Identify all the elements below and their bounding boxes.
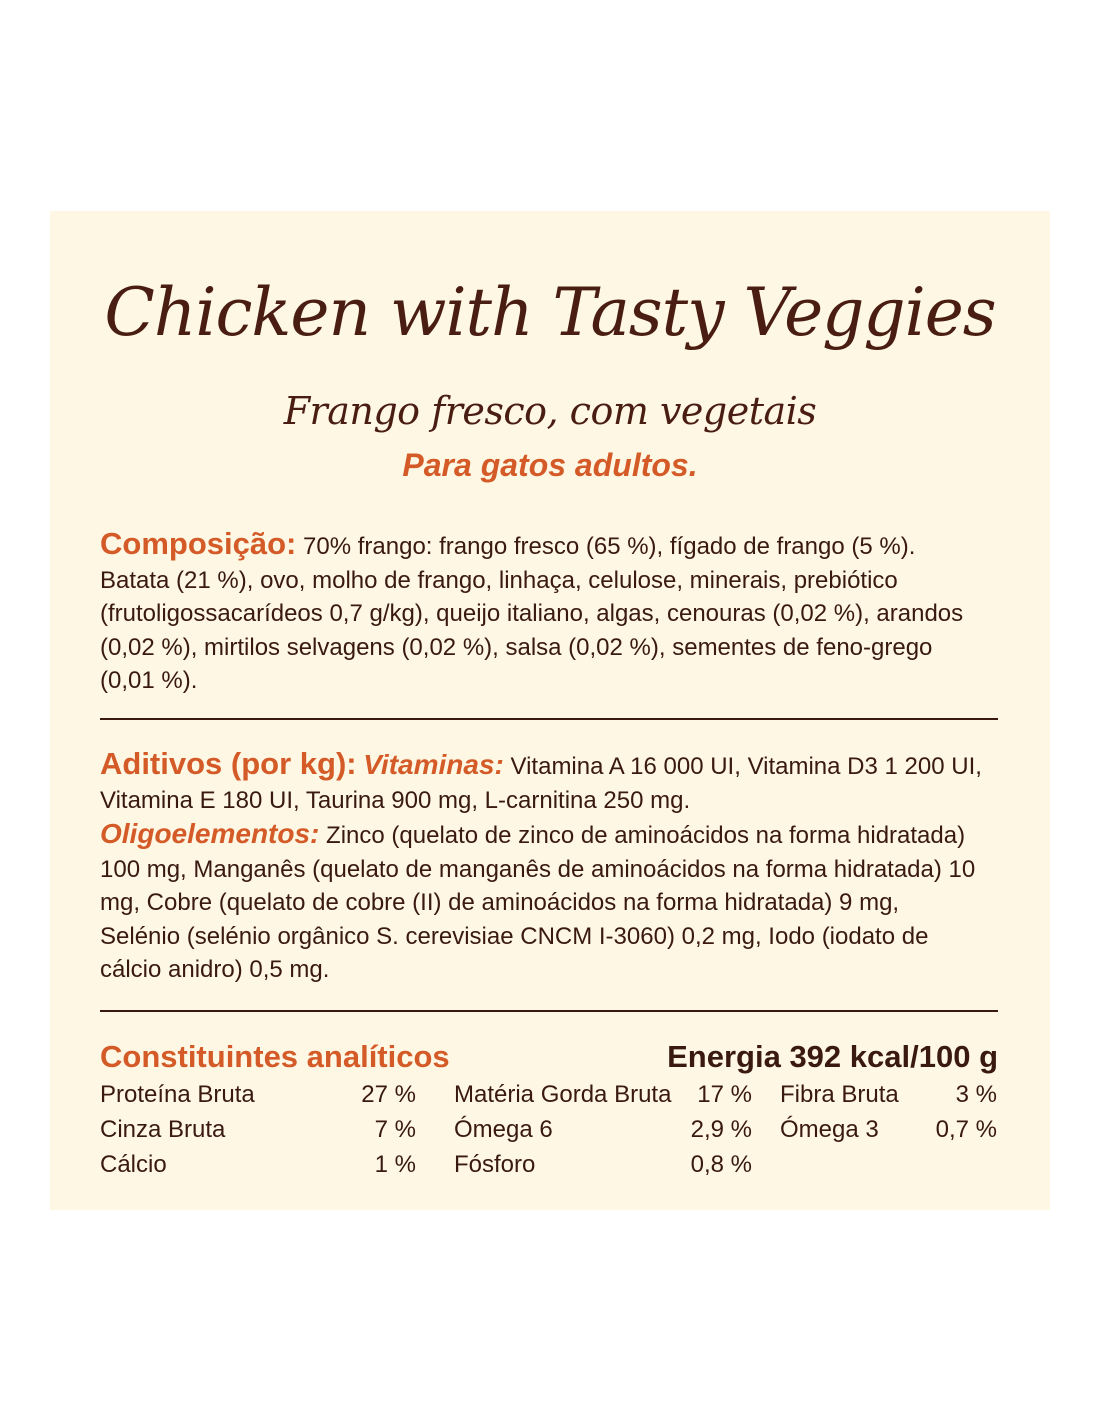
nutrient-value: 2,9 % <box>690 1116 752 1143</box>
nutrient-value: 7 % <box>374 1116 416 1143</box>
composition-text: 70% frango: frango fresco (65 %), fígado de frango (5 %). Batata (21 %), ovo, molho de frango, linhaça, celulose, minerais, prebiótico (frutoligossacarídeos 0,7 g/kg), queijo italiano, algas, cenouras (0,02 %), arandos (0,02 %), mirtilos selvagens (0,02 %), salsa (0,02 %), sementes de feno-grego (0,01 %). <box>100 533 964 694</box>
nutrient-name: Ómega 3 <box>780 1116 879 1143</box>
nutrient-name: Ómega 6 <box>454 1116 553 1143</box>
nutrient-value: 27 % <box>361 1081 416 1108</box>
nutrient-row <box>100 1113 998 1148</box>
nutrient-name: Proteína Bruta <box>100 1081 255 1108</box>
composition-heading: Composição: <box>100 526 297 561</box>
section-divider <box>100 718 998 720</box>
additives-section <box>100 747 985 987</box>
energy-value: Energia 392 kcal/100 g <box>667 1039 998 1074</box>
nutrient-row <box>100 1078 998 1113</box>
nutrient-name: Cálcio <box>100 1151 167 1178</box>
nutrient-name: Cinza Bruta <box>100 1116 226 1143</box>
nutrient-value: 0,7 % <box>935 1116 997 1143</box>
product-title: Chicken with Tasty Veggies <box>104 274 996 351</box>
additives-heading: Aditivos (por kg): <box>100 746 357 781</box>
nutrient-name: Matéria Gorda Bruta <box>454 1081 672 1108</box>
nutrient-value: 17 % <box>697 1081 752 1108</box>
nutrient-table <box>100 1078 998 1183</box>
nutrient-value: 1 % <box>374 1151 416 1178</box>
nutrient-name: Fósforo <box>454 1151 536 1178</box>
analytical-heading: Constituintes analíticos <box>100 1039 450 1074</box>
product-subtitle: Frango fresco, com vegetais <box>283 389 817 433</box>
target-audience: Para gatos adultos. <box>402 447 698 483</box>
nutrient-name: Fibra Bruta <box>780 1081 899 1108</box>
composition-section <box>100 527 985 698</box>
trace-elements-label: Oligoelementos: <box>100 818 320 849</box>
vitamins-label: Vitaminas: <box>363 749 504 780</box>
nutrient-row <box>100 1148 998 1183</box>
vitamins-text: Vitamina A 16 000 UI, Vitamina D3 1 200 UI, Vitamina E 180 UI, Taurina 900 mg, L-carnitina 250 mg. <box>100 753 982 814</box>
nutrient-value: 0,8 % <box>690 1151 752 1178</box>
nutrient-value: 3 % <box>955 1081 997 1108</box>
section-divider <box>100 1010 998 1012</box>
nutrition-label-panel <box>50 211 1050 1210</box>
trace-elements-text: Zinco (quelato de zinco de aminoácidos na forma hidratada) 100 mg, Manganês (quelato de manganês de aminoácidos na forma hidratada) 10 mg, Cobre (quelato de cobre (II) de aminoácidos na forma hidratada) 9 mg, Selénio (selénio orgânico S. cerevisiae CNCM I-3060) 0,2 mg, Iodo (iodato de cálcio anidro) 0,5 mg. <box>100 822 976 983</box>
